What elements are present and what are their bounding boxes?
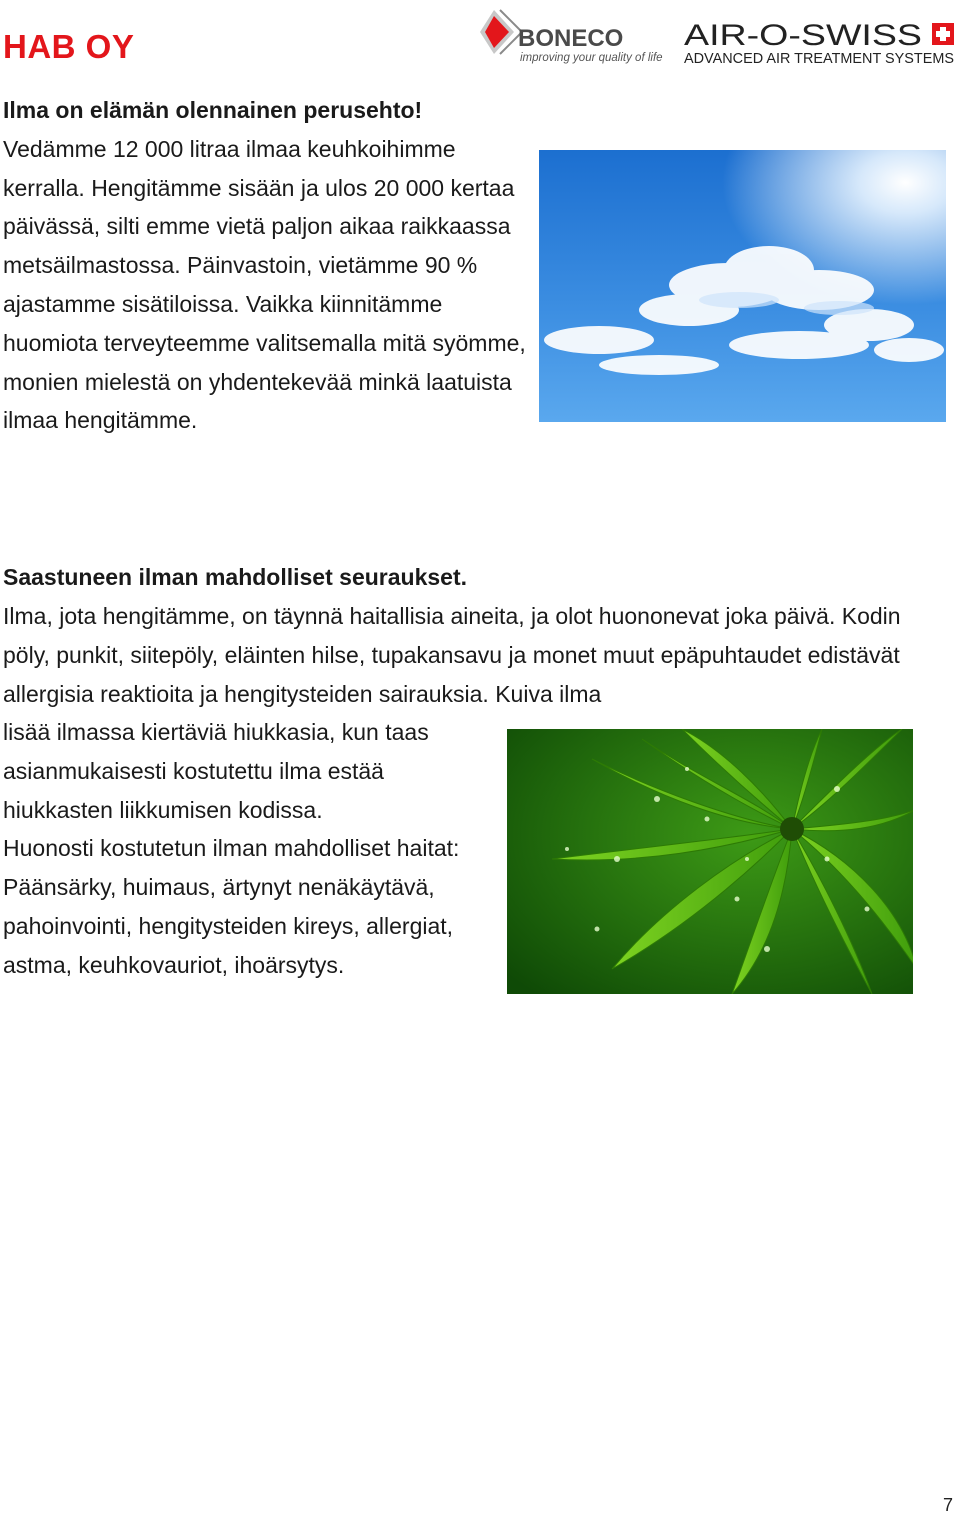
- intro-body: Vedämme 12 000 litraa ilmaa keuhkoihimme kerralla. Hengitämme sisään ja ulos 20 000 kertaa päivässä, silti emme vietä paljon aikaa raikkaassa metsäilmastossa. Päinvastoin, vietämme 90 % ajastamme sisätiloissa. Vaikka kiinnitämme huomiota terveyteemme valitsemalla mitä syömme, monien mielestä on yhdentekevää minkä laatuista ilmaa hengitämme.: [3, 135, 526, 434]
- page-number: 7: [942, 1495, 953, 1515]
- intro-paragraph: [3, 91, 533, 440]
- company-name: HAB OY: [3, 28, 135, 65]
- sky-photo: [539, 150, 946, 422]
- air-o-swiss-name: AIR-O-SWISS: [684, 20, 922, 52]
- intro-heading: Ilma on elämän olennainen perusehto!: [3, 97, 423, 123]
- pollution-effects: Huonosti kostutetun ilman mahdolliset haitat: Päänsärky, huimaus, ärtynyt nenäkäytävä, pahoinvointi, hengitysteiden kireys, allergiat, astma, keuhkovauriot, ihoärsytys.: [3, 835, 460, 978]
- green-plant-photo: [507, 729, 913, 994]
- pollution-paragraph-narrow: [3, 713, 498, 985]
- pollution-paragraph-wide: Ilma, jota hengitämme, on täynnä haitallisia aineita, ja olot huononevat joka päivä. Kodin pöly, punkit, siitepöly, eläinten hilse, tupakansavu ja monet muut epäpuhtaudet edistävät allergisia reaktioita ja hengitysteiden sairauksia. Kuiva ilma: [3, 603, 901, 707]
- air-o-swiss-tagline: ADVANCED AIR TREATMENT SYSTEMS: [684, 51, 954, 66]
- boneco-tagline: improving your quality of life: [520, 52, 663, 64]
- boneco-logo: [478, 6, 674, 66]
- pollution-body-continued: lisää ilmassa kiertäviä hiukkasia, kun taas asianmukaisesti kostutettu ilma estää hiukkasten liikkumisen kodissa.: [3, 719, 429, 823]
- air-o-swiss-logo: [684, 20, 956, 66]
- boneco-name: BONECO: [518, 25, 624, 52]
- section-heading-pollution: Saastuneen ilman mahdolliset seuraukset.: [3, 564, 467, 590]
